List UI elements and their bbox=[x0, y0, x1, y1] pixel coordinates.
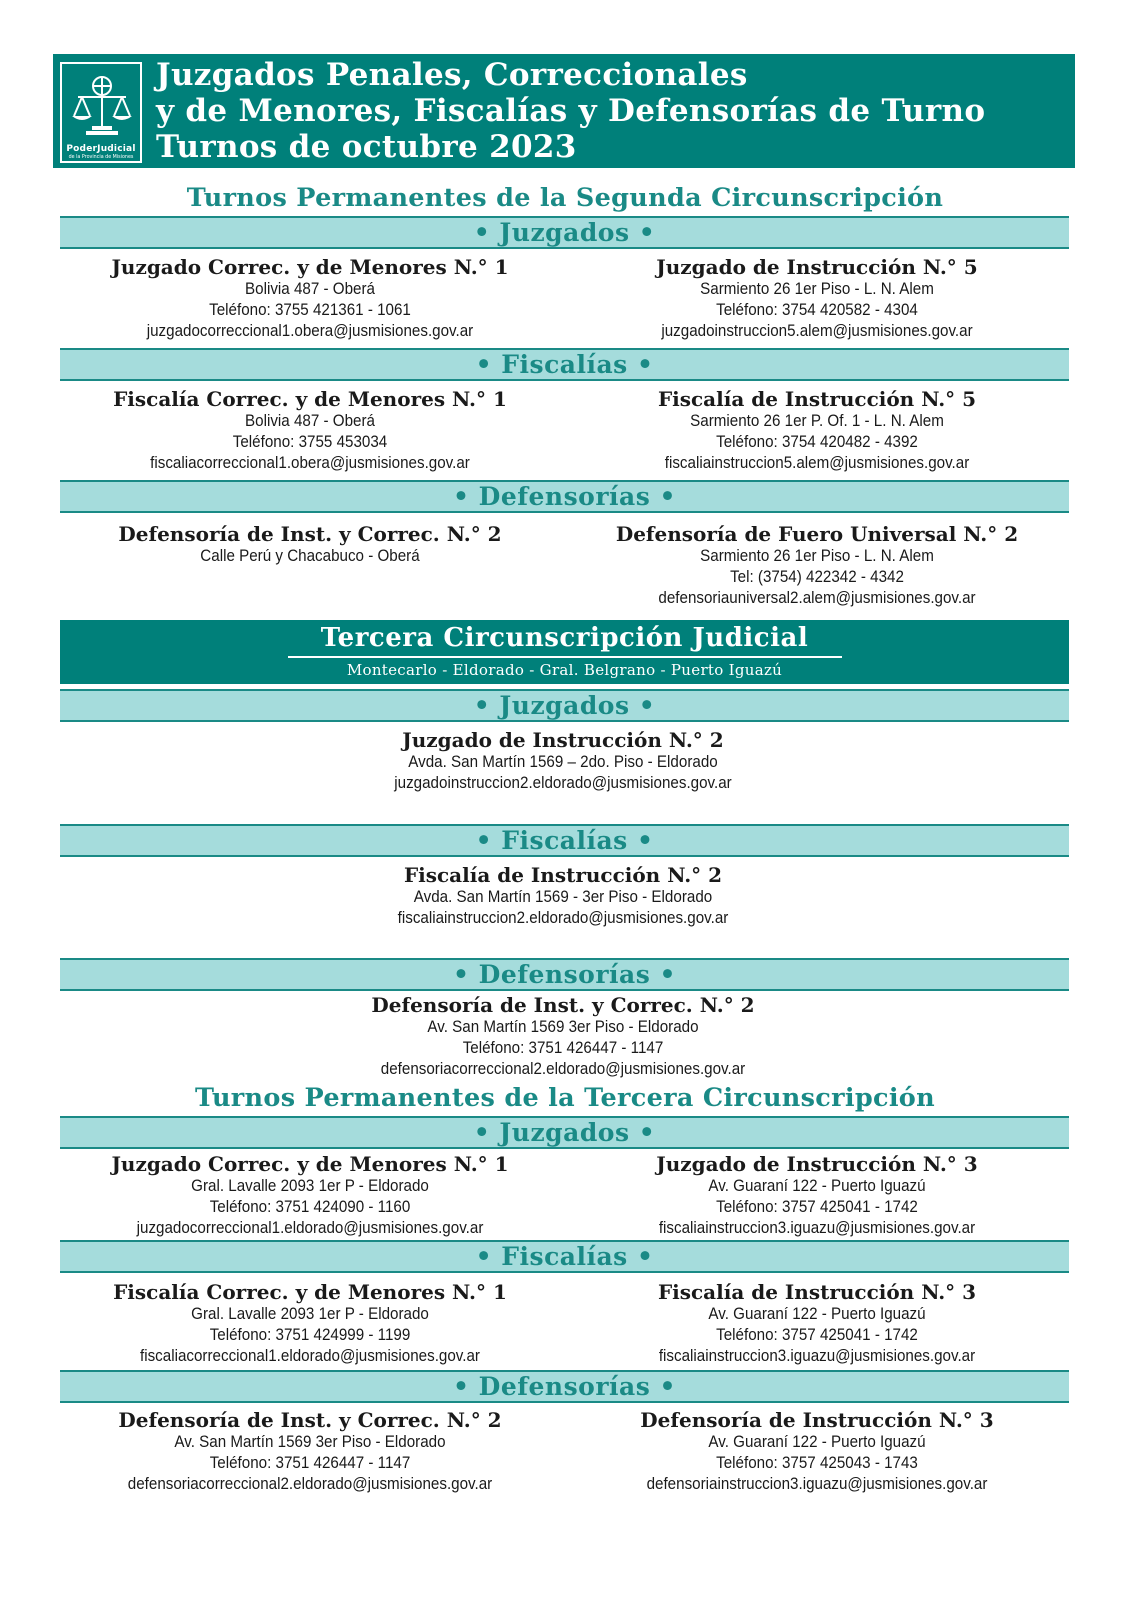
entry-address: Av. Guaraní 122 - Puerto Iguazú bbox=[708, 1177, 926, 1195]
band-defensorias: • Defensorías • bbox=[60, 958, 1069, 991]
entry-juzgado-instruccion-2 bbox=[283, 728, 843, 794]
entry-fiscalia-instruccion-5 bbox=[537, 387, 1097, 474]
entry-name: Fiscalía de Instrucción N.° 3 bbox=[657, 1280, 977, 1304]
entry-address: Sarmiento 26 1er Piso - L. N. Alem bbox=[700, 547, 934, 565]
entry-juzgado-instruccion-5 bbox=[537, 255, 1097, 342]
entry-phone: Teléfono: 3754 420582 - 4304 bbox=[716, 301, 918, 319]
entry-phone: Teléfono: 3755 453034 bbox=[232, 433, 388, 451]
entry-name: Defensoría de Instrucción N.° 3 bbox=[640, 1408, 994, 1432]
entry-name: Fiscalía de Instrucción N.° 5 bbox=[657, 387, 977, 411]
entry-address: Sarmiento 26 1er P. Of. 1 - L. N. Alem bbox=[690, 412, 944, 430]
entry-phone: Teléfono: 3757 425041 - 1742 bbox=[716, 1198, 918, 1216]
entry-defensoria-correc-obera bbox=[30, 522, 590, 567]
entry-name: Defensoría de Inst. y Correc. N.° 2 bbox=[118, 522, 502, 546]
title-line-1: Juzgados Penales, Correccionales bbox=[156, 57, 748, 93]
entry-fiscalia-instruccion-2 bbox=[283, 863, 843, 929]
entry-phone: Teléfono: 3757 425043 - 1743 bbox=[716, 1454, 918, 1472]
band-defensorias: • Defensorías • bbox=[60, 480, 1069, 513]
entry-email: fiscaliainstruccion3.iguazu@jusmisiones.gov.ar bbox=[658, 1219, 976, 1237]
entry-name: Juzgado Correc. y de Menores N.° 1 bbox=[111, 255, 509, 279]
poder-judicial-logo bbox=[60, 62, 142, 163]
entry-address: Av. Guaraní 122 - Puerto Iguazú bbox=[708, 1305, 926, 1323]
section-title-tercera-permanentes: Turnos Permanentes de la Tercera Circunscripción bbox=[195, 1083, 935, 1113]
entry-address: Bolivia 487 - Oberá bbox=[245, 412, 375, 430]
entry-address: Sarmiento 26 1er Piso - L. N. Alem bbox=[700, 280, 934, 298]
section-title-segunda: Turnos Permanentes de la Segunda Circunscripción bbox=[186, 183, 944, 213]
band-juzgados: • Juzgados • bbox=[60, 1116, 1069, 1149]
entry-defensoria-correc-eldorado bbox=[283, 993, 843, 1080]
entry-defensoria-correc-eldorado-perm bbox=[30, 1408, 590, 1495]
entry-email: defensoriacorreccional2.eldorado@jusmisiones.gov.ar bbox=[380, 1060, 746, 1078]
entry-juzgado-instruccion-3 bbox=[537, 1152, 1097, 1239]
entry-email: juzgadocorreccional1.obera@jusmisiones.gov.ar bbox=[146, 322, 474, 340]
entry-address: Gral. Lavalle 2093 1er P - Eldorado bbox=[191, 1305, 429, 1323]
entry-name: Defensoría de Inst. y Correc. N.° 2 bbox=[371, 993, 755, 1017]
logo-name: PoderJudicial bbox=[66, 144, 136, 154]
entry-address: Avda. San Martín 1569 – 2do. Piso - Eldorado bbox=[408, 753, 718, 771]
entry-phone: Teléfono: 3751 426447 - 1147 bbox=[462, 1039, 664, 1057]
title-divider bbox=[288, 656, 842, 658]
entry-name: Juzgado de Instrucción N.° 2 bbox=[402, 728, 724, 752]
title-line-3: Turnos de octubre 2023 bbox=[156, 129, 577, 165]
entry-address: Av. San Martín 1569 3er Piso - Eldorado bbox=[427, 1018, 699, 1036]
entry-name: Fiscalía de Instrucción N.° 2 bbox=[403, 863, 723, 887]
entry-fiscalia-correc-eldorado bbox=[30, 1280, 590, 1367]
band-fiscalias: • Fiscalías • bbox=[60, 824, 1069, 857]
tercera-circunscripcion-banner bbox=[60, 620, 1069, 684]
entry-name: Defensoría de Inst. y Correc. N.° 2 bbox=[118, 1408, 502, 1432]
entry-address: Av. San Martín 1569 3er Piso - Eldorado bbox=[174, 1433, 446, 1451]
entry-fiscalia-correc-obera bbox=[30, 387, 590, 474]
entry-email: fiscaliacorreccional1.obera@jusmisiones.gov.ar bbox=[150, 454, 470, 472]
page-header bbox=[53, 54, 1075, 168]
entry-address: Avda. San Martín 1569 - 3er Piso - Eldorado bbox=[413, 888, 713, 906]
entry-defensoria-universal-2 bbox=[537, 522, 1097, 609]
entry-phone: Teléfono: 3754 420482 - 4392 bbox=[716, 433, 918, 451]
entry-email: defensoriainstruccion3.iguazu@jusmisiones.gov.ar bbox=[646, 1475, 988, 1493]
entry-email: fiscaliainstruccion2.eldorado@jusmisiones.gov.ar bbox=[397, 909, 729, 927]
tercera-subtitle: Montecarlo - Eldorado - Gral. Belgrano - Puerto Iguazú bbox=[346, 661, 783, 679]
band-juzgados: • Juzgados • bbox=[60, 216, 1069, 249]
entry-email: juzgadoinstruccion2.eldorado@jusmisiones.gov.ar bbox=[394, 774, 732, 792]
entry-email: juzgadoinstruccion5.alem@jusmisiones.gov.ar bbox=[661, 322, 973, 340]
entry-address: Calle Perú y Chacabuco - Oberá bbox=[200, 547, 420, 565]
entry-name: Juzgado Correc. y de Menores N.° 1 bbox=[111, 1152, 509, 1176]
entry-address: Bolivia 487 - Oberá bbox=[245, 280, 375, 298]
entry-juzgado-correc-eldorado bbox=[30, 1152, 590, 1239]
entry-email: fiscaliacorreccional1.eldorado@jusmisiones.gov.ar bbox=[140, 1347, 480, 1365]
band-juzgados: • Juzgados • bbox=[60, 689, 1069, 722]
entry-phone: Teléfono: 3751 424090 - 1160 bbox=[209, 1198, 411, 1216]
entry-phone: Tel: (3754) 422342 - 4342 bbox=[730, 568, 904, 586]
entry-name: Defensoría de Fuero Universal N.° 2 bbox=[615, 522, 1019, 546]
entry-name: Fiscalía Correc. y de Menores N.° 1 bbox=[113, 1280, 507, 1304]
entry-fiscalia-instruccion-3 bbox=[537, 1280, 1097, 1367]
entry-phone: Teléfono: 3755 421361 - 1061 bbox=[209, 301, 411, 319]
entry-email: defensoriacorreccional2.eldorado@jusmisiones.gov.ar bbox=[127, 1475, 493, 1493]
entry-defensoria-instruccion-3 bbox=[537, 1408, 1097, 1495]
entry-juzgado-correc-obera bbox=[30, 255, 590, 342]
entry-phone: Teléfono: 3757 425041 - 1742 bbox=[716, 1326, 918, 1344]
entry-name: Juzgado de Instrucción N.° 5 bbox=[656, 255, 978, 279]
entry-email: fiscaliainstruccion5.alem@jusmisiones.gov.ar bbox=[664, 454, 970, 472]
entry-name: Fiscalía Correc. y de Menores N.° 1 bbox=[113, 387, 507, 411]
band-fiscalias: • Fiscalías • bbox=[60, 1240, 1069, 1273]
logo-subtitle: de la Provincia de Misiones bbox=[68, 155, 134, 160]
entry-phone: Teléfono: 3751 424999 - 1199 bbox=[209, 1326, 411, 1344]
entry-email: juzgadocorreccional1.eldorado@jusmisiones.gov.ar bbox=[136, 1219, 484, 1237]
entry-name: Juzgado de Instrucción N.° 3 bbox=[656, 1152, 978, 1176]
title-line-2: y de Menores, Fiscalías y Defensorías de Turno bbox=[156, 93, 986, 129]
band-fiscalias: • Fiscalías • bbox=[60, 348, 1069, 381]
band-defensorias: • Defensorías • bbox=[60, 1370, 1069, 1403]
scales-of-justice-icon bbox=[68, 70, 136, 140]
entry-email: defensoriauniversal2.alem@jusmisiones.gov.ar bbox=[658, 589, 976, 607]
tercera-title: Tercera Circunscripción Judicial bbox=[320, 623, 809, 653]
entry-address: Gral. Lavalle 2093 1er P - Eldorado bbox=[191, 1177, 429, 1195]
entry-email: fiscaliainstruccion3.iguazu@jusmisiones.gov.ar bbox=[658, 1347, 976, 1365]
entry-phone: Teléfono: 3751 426447 - 1147 bbox=[209, 1454, 411, 1472]
entry-address: Av. Guaraní 122 - Puerto Iguazú bbox=[708, 1433, 926, 1451]
